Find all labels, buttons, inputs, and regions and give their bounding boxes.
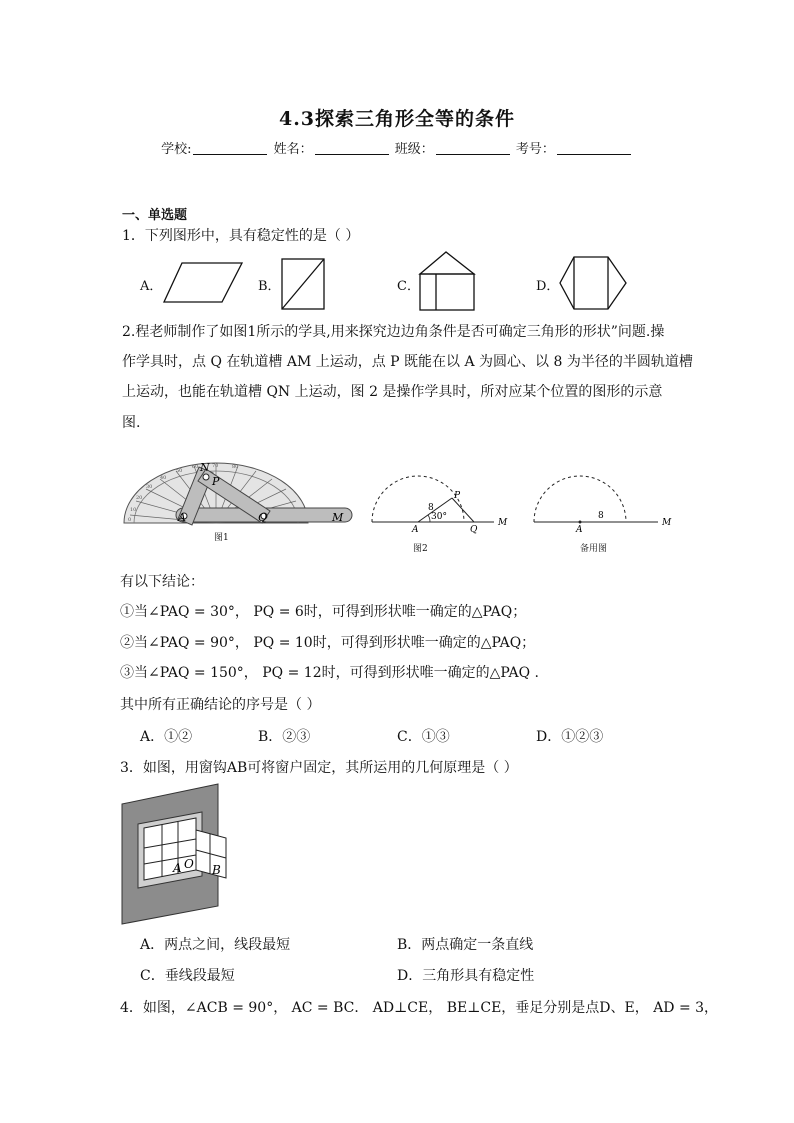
q1-option-b-label: B．	[258, 279, 281, 294]
q1-option-a-parallelogram	[160, 260, 250, 306]
protractor-tick-70: 70	[212, 463, 219, 469]
q2-figure-2	[370, 460, 518, 535]
school-label: 学校:	[161, 142, 192, 157]
q2-conclusion-1: ①当∠PAQ = 30°， PQ = 6时，可得到形状唯一确定的△PAQ；	[120, 604, 527, 620]
class-label: 班级：	[394, 142, 434, 157]
protractor-tick-60: 60	[192, 464, 199, 470]
fig2-label-8: 8	[428, 503, 434, 513]
fig1-label-a: A	[178, 511, 186, 524]
protractor-tick-80: 80	[232, 464, 239, 470]
q2-figure-spare	[532, 460, 680, 535]
fig2-label-m: M	[498, 518, 508, 528]
q3-label-o: O	[184, 857, 194, 871]
q2-conclusion-2: ②当∠PAQ = 90°， PQ = 10时，可得到形状唯一确定的△PAQ；	[120, 635, 536, 651]
q3-option-b[interactable]: B．两点确定一条直线	[397, 937, 534, 953]
protractor-tick-40: 40	[160, 475, 167, 481]
protractor-tick-30: 30	[146, 484, 153, 490]
fig1-caption: 图1	[214, 533, 229, 543]
fig1-label-q: Q	[258, 511, 268, 524]
q2-option-d[interactable]: D．①②③	[536, 729, 604, 745]
q2-stem-line-1: 2.程老师制作了如图1所示的学具,用来探究边边角条件是否可确定三角形的形状”问题.操	[122, 324, 665, 340]
fig1-label-m: M	[332, 511, 344, 524]
q1-stem: 1．下列图形中，具有稳定性的是（ ）	[122, 228, 360, 244]
q1-option-d-label: D．	[536, 279, 560, 294]
fig3-label-a: A	[576, 525, 583, 535]
q2-intro: 有以下结论：	[120, 574, 204, 590]
q3-window-figure	[118, 782, 224, 928]
fig1-label-p: P	[212, 475, 220, 488]
fig3-caption: 备用图	[580, 544, 608, 554]
fig2-caption: 图2	[413, 544, 428, 554]
q1-option-a-label: A．	[140, 279, 163, 294]
protractor-tick-0: 0	[128, 517, 132, 523]
q4-stem: 4．如图，∠ACB = 90°， AC = BC． AD⊥CE， BE⊥CE，垂足分别是点D、E， AD = 3，	[120, 1000, 719, 1016]
q2-stem-line-3: 上运动，也能在轨道槽 QN 上运动，图 2 是操作学具时，所对应某个位置的图形的示意	[122, 384, 663, 400]
q3-label-a: A	[173, 861, 182, 875]
q3-option-d[interactable]: D．三角形具有稳定性	[397, 968, 535, 984]
student-info-line	[0, 138, 794, 157]
q3-label-b: B	[212, 863, 221, 877]
protractor-tick-10: 10	[130, 507, 137, 513]
fig1-label-n: N	[200, 461, 210, 474]
exam-no-blank[interactable]	[557, 142, 631, 155]
school-blank[interactable]	[193, 142, 267, 155]
q2-stem-line-4: 图.	[122, 415, 141, 431]
q2-figure-1-tool	[120, 455, 356, 545]
protractor-tick-50: 50	[176, 468, 183, 474]
q1-option-b-rectangle-diagonal	[278, 256, 328, 310]
q2-option-c[interactable]: C．①③	[397, 729, 450, 745]
q1-option-c-label: C．	[397, 279, 420, 294]
fig2-label-q: Q	[470, 525, 478, 535]
q2-option-a[interactable]: A．①②	[140, 729, 193, 745]
q2-ask: 其中所有正确结论的序号是（ ）	[120, 697, 321, 713]
q3-option-a[interactable]: A．两点之间，线段最短	[140, 937, 291, 953]
q2-stem-line-2: 作学具时，点 Q 在轨道槽 AM 上运动，点 P 既能在以 A 为圆心、以 8 为半径的半圆轨道槽	[122, 354, 693, 370]
class-blank[interactable]	[436, 142, 510, 155]
protractor-tick-20: 20	[136, 495, 143, 501]
section-heading: 一、单选题	[122, 208, 188, 223]
name-blank[interactable]	[315, 142, 389, 155]
exam-no-label: 考号：	[515, 142, 555, 157]
q2-conclusion-3: ③当∠PAQ = 150°， PQ = 12时，可得到形状唯一确定的△PAQ .	[120, 665, 539, 681]
fig3-label-8: 8	[598, 511, 604, 521]
q3-option-c[interactable]: C．垂线段最短	[140, 968, 235, 984]
q1-option-c-house	[416, 248, 480, 312]
q3-stem: 3．如图，用窗钩AB可将窗户固定，其所运用的几何原理是（ ）	[120, 760, 518, 776]
name-label: 姓名：	[273, 142, 313, 157]
fig2-label-p: P	[454, 491, 461, 501]
q1-option-d-hexagon	[556, 254, 632, 312]
fig2-label-a: A	[412, 525, 419, 535]
q2-option-b[interactable]: B．②③	[258, 729, 311, 745]
page-title: 4.3探索三角形全等的条件	[278, 108, 516, 130]
fig3-label-m: M	[662, 518, 672, 528]
fig2-label-30deg: 30°	[431, 512, 447, 522]
